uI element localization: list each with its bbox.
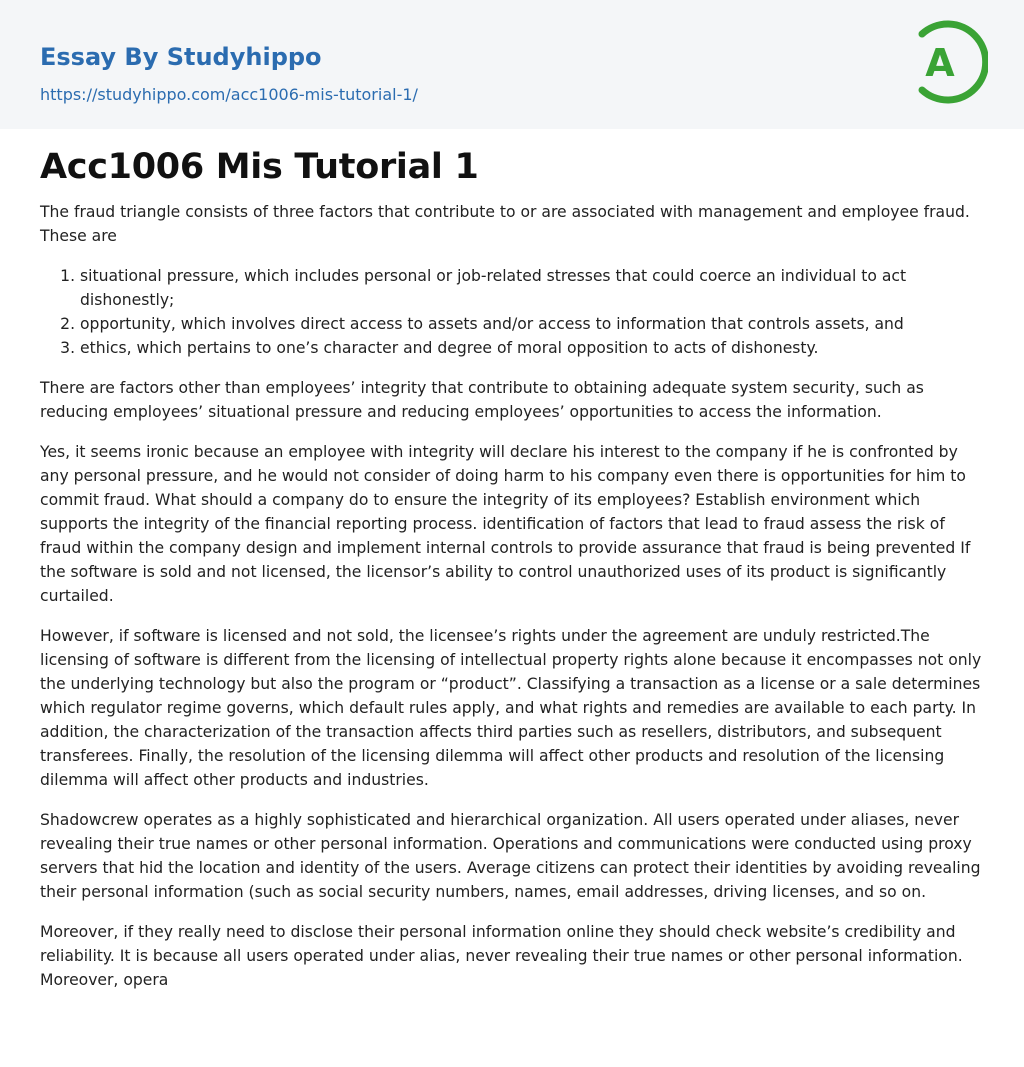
paragraph-system-security: There are factors other than employees’ integrity that contribute to obtaining adequate system security, such as reducing employees’ situational pressure and reducing employees’ opportunities to access the information. — [40, 379, 924, 421]
intro-paragraph: The fraud triangle consists of three factors that contribute to or are associated with management and employee fraud. These are — [40, 203, 970, 245]
fraud-factors-list — [40, 264, 984, 360]
list-item: 2. opportunity, which involves direct access to assets and/or access to information that controls assets, and — [80, 312, 984, 336]
page-title: Acc1006 Mis Tutorial 1 — [40, 147, 479, 187]
site-header — [0, 0, 1024, 129]
paragraph-integrity: Yes, it seems ironic because an employee with integrity will declare his interest to the company if he is confronted by any personal pressure, and he would not consider of doing harm to his company even there is opportunities for him to commit fraud. What should a company do to ensure the integrity of its employees? Establish environment which supports the integrity of the financial reporting process. identification of factors that lead to fraud assess the risk of fraud within the company design and implement internal controls to provide assurance that fraud is being prevented If the software is sold and not licensed, the licensor’s ability to control unauthorized uses of its product is significantly curtailed. — [40, 443, 971, 605]
article — [40, 142, 984, 1008]
paragraph-shadowcrew: Shadowcrew operates as a highly sophisticated and hierarchical organization. All users operated under aliases, never revealing their true names or other personal information. Operations and communications were conducted using proxy servers that hid the location and identity of the users. Average citizens can protect their identities by avoiding revealing their personal information (such as social security numbers, names, email addresses, driving licenses, and so on. — [40, 811, 981, 901]
list-item: 3. ethics, which pertains to one’s character and degree of moral opposition to acts of dishonesty. — [80, 336, 984, 360]
paragraph-licensing: However, if software is licensed and not sold, the licensee’s rights under the agreement are unduly restricted.The licensing of software is different from the licensing of intellectual property rights alone because it encompasses not only the underlying technology but also the program or “product”. Classifying a transaction as a license or a sale determines which regulator regime governs, which default rules apply, and what rights and remedies are available to each party. In addition, the characterization of the transaction affects third parties such as resellers, distributors, and subsequent transferees. Finally, the resolution of the licensing dilemma will affect other products and resolution of the licensing dilemma will affect other products and industries. — [40, 627, 982, 789]
site-brand[interactable]: Essay By Studyhippo — [40, 43, 322, 71]
logo-letter: A — [925, 41, 955, 85]
source-url-link[interactable]: https://studyhippo.com/acc1006-mis-tutorial-1/ — [40, 85, 418, 104]
studyhippo-logo-icon[interactable] — [908, 18, 988, 106]
paragraph-credibility: Moreover, if they really need to disclose their personal information online they should check website’s credibility and reliability. It is because all users operated under alias, never revealing their true names or other personal information. Moreover, opera — [40, 923, 963, 989]
list-item: 1. situational pressure, which includes personal or job-related stresses that could coerce an individual to act dishonestly; — [80, 264, 984, 312]
